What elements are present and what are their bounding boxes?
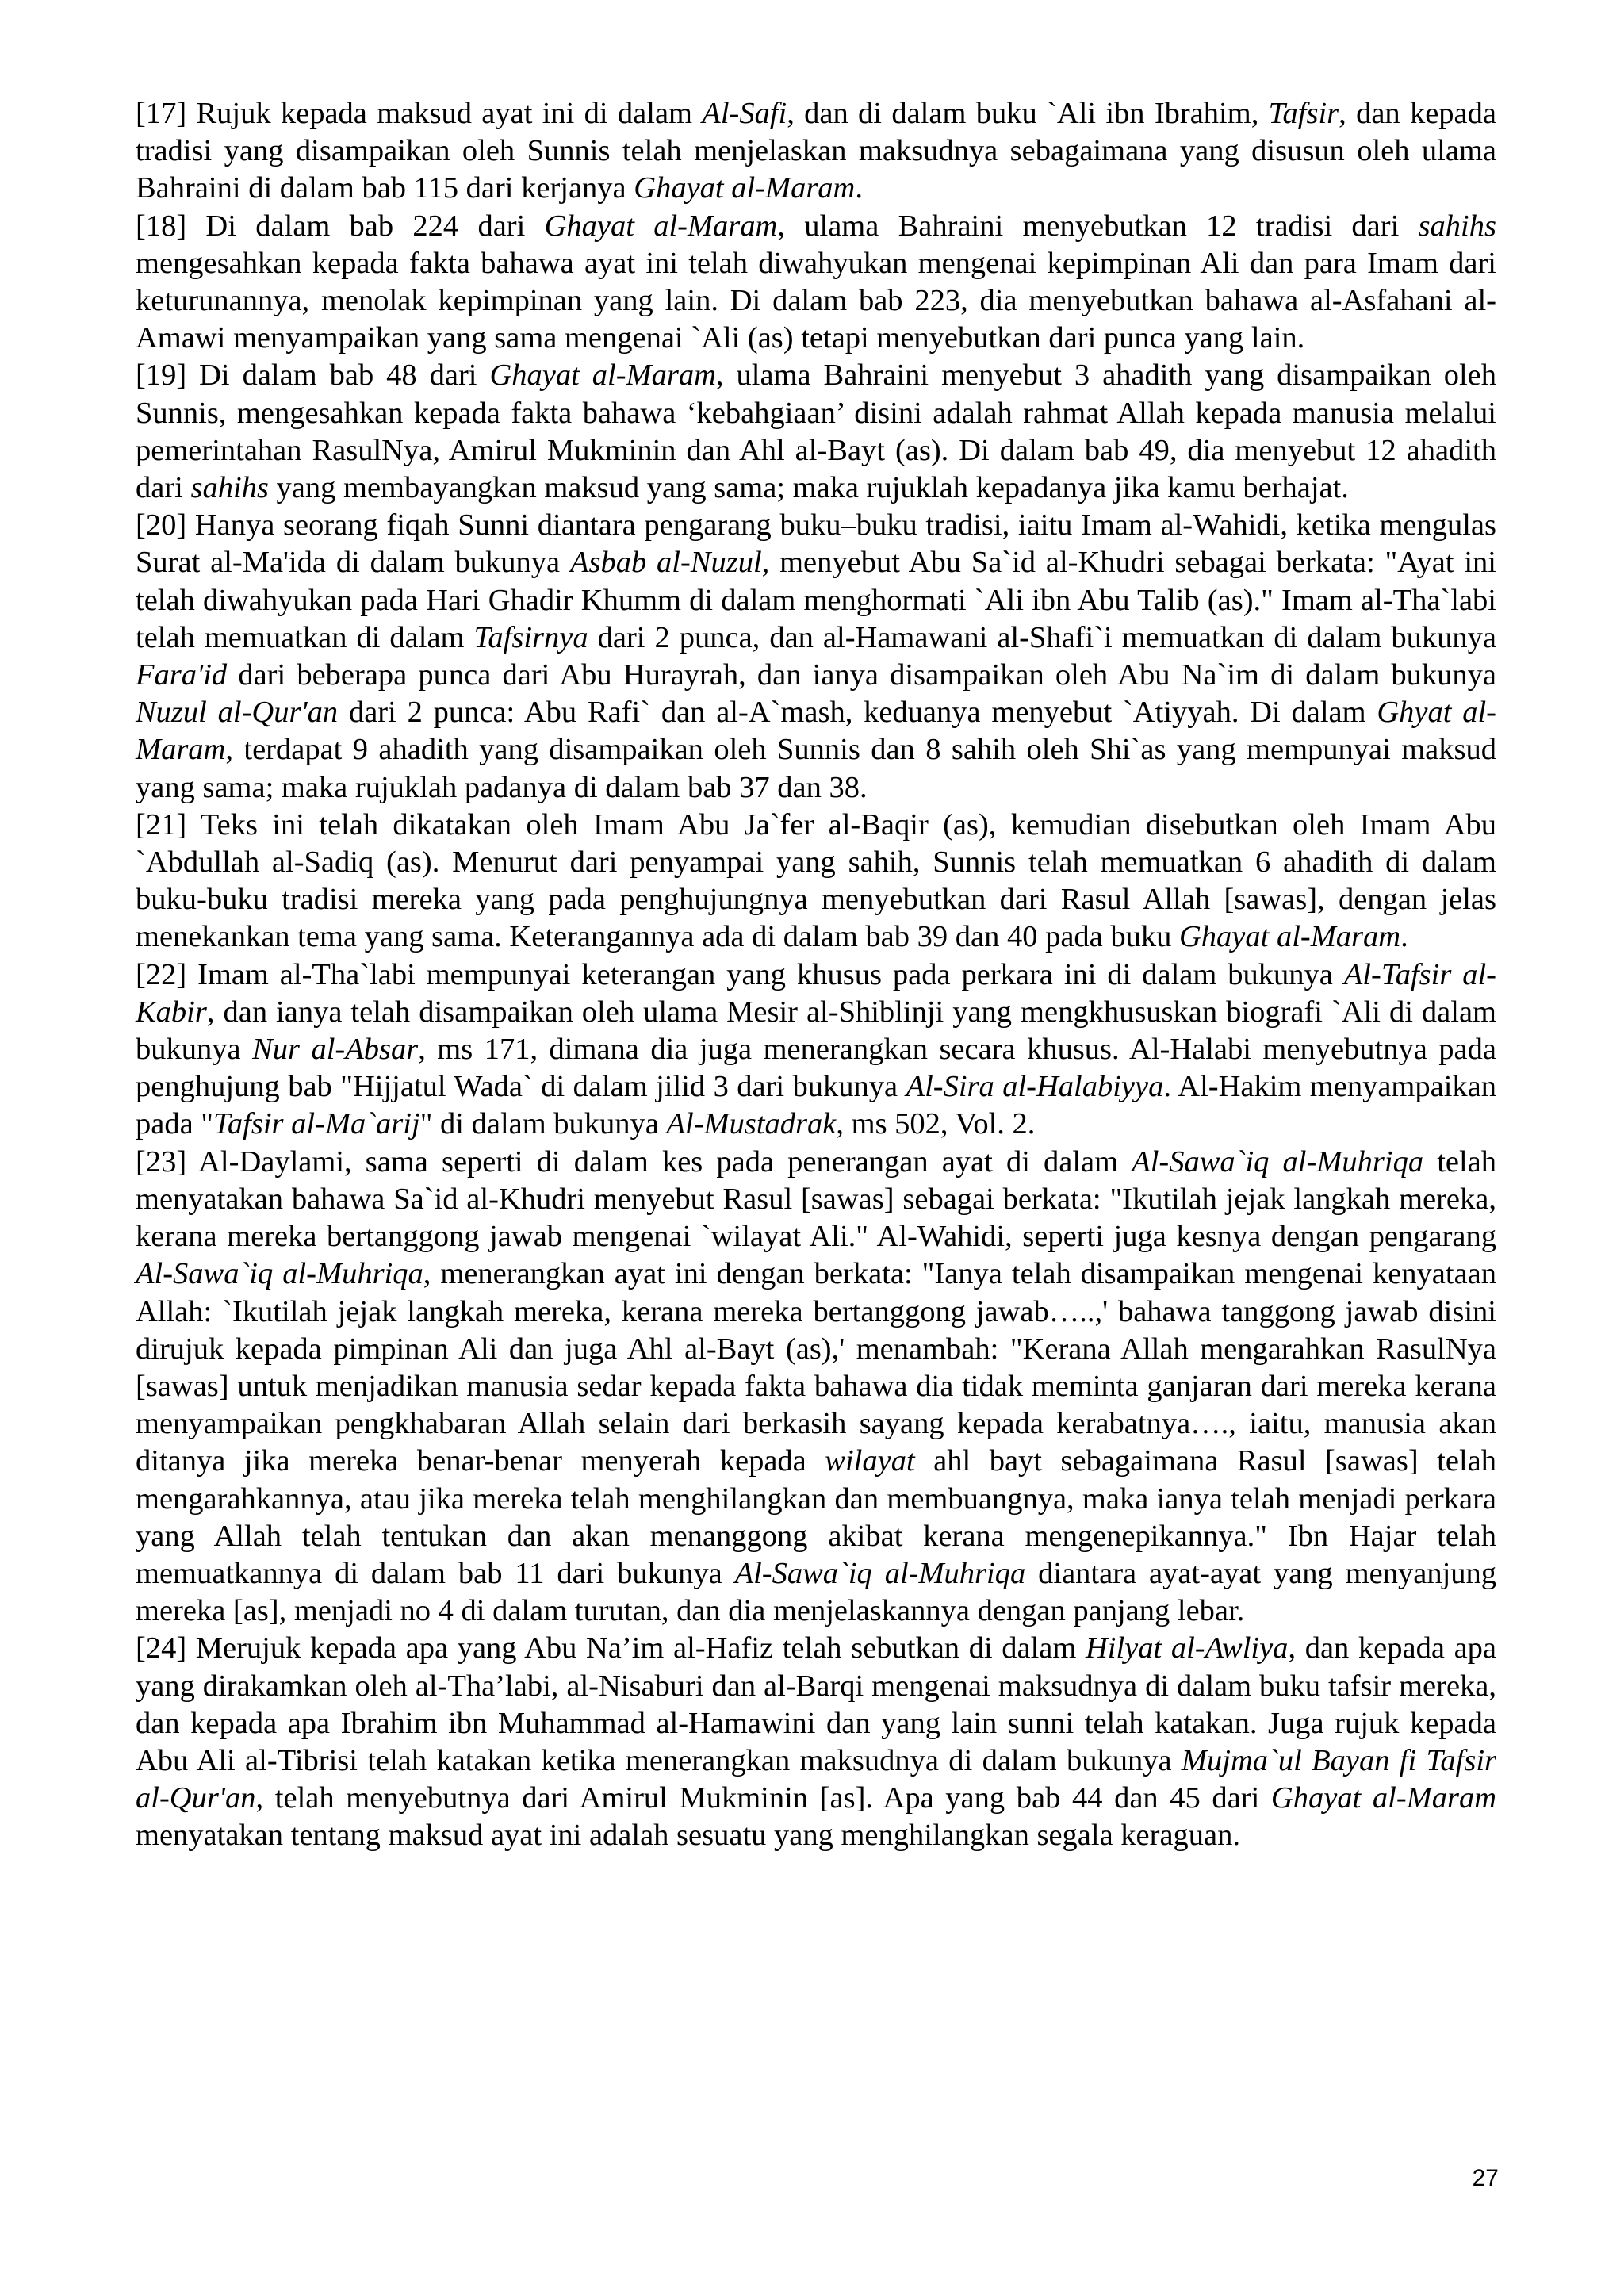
note-20 bbox=[136, 507, 1496, 807]
note-text: , telah menyebutnya dari Amirul Mukminin [as]. Apa yang bab 44 dan 45 dari bbox=[255, 1781, 1271, 1815]
note-text: , dan ianya telah disampaikan oleh ulama Mesir al-Shiblinji yang mengkhususkan biografi `Ali di dalam bukunya bbox=[136, 995, 1496, 1067]
italic-title: Fara'id bbox=[136, 658, 228, 692]
italic-title: Tafsirnya bbox=[473, 620, 588, 654]
note-24 bbox=[136, 1630, 1496, 1854]
note-text: telah menyatakan bahawa Sa`id al-Khudri menyebut Rasul [sawas] sebagai berkata: "Ikutilah jejak langkah mereka, kerana mereka bertanggong jawab mengenai `wilayat Ali." Al-Wahidi, seperti juga kesnya dengan pengarang bbox=[136, 1144, 1497, 1254]
note-21 bbox=[136, 807, 1496, 956]
italic-title: Hilyat al-Awliya bbox=[1085, 1631, 1289, 1665]
footnotes-body bbox=[136, 95, 1496, 1855]
note-text: [20] Hanya seorang fiqah Sunni diantara pengarang buku–buku tradisi, iaitu Imam al-Wahidi, ketika mengulas Surat al-Ma'ida di dalam bukunya bbox=[136, 508, 1496, 580]
note-text: mengesahkan kepada fakta bahawa ayat ini telah diwahyukan mengenai kepimpinan Ali dan para Imam dari keturunannya, menolak kepimpinan yang lain. Di dalam bab 223, dia menyebutkan bahawa al-Asfahani al-Amawi menyampaikan yang sama mengenai `Ali (as) tetapi menyebutkan dari punca yang lain. bbox=[136, 246, 1496, 355]
italic-title: Ghayat al-Maram bbox=[489, 358, 716, 393]
note-text: [21] Teks ini telah dikatakan oleh Imam Abu Ja`fer al-Baqir (as), kemudian disebutkan oleh Imam Abu `Abdullah al-Sadiq (as). Menurut dari penyampai yang sahih, Sunnis telah memuatkan 6 ahadith di dalam buku-buku tradisi mereka yang pada penghujungnya menyebutkan dari Rasul Allah [sawas], dengan jelas menekankan tema yang sama. Keterangannya ada di dalam bab 39 dan 40 pada buku bbox=[136, 807, 1496, 954]
note-text: , dan kepada apa yang dirakamkan oleh al-Tha’labi, al-Nisaburi dan al-Barqi mengenai maksudnya di dalam buku tafsir mereka, dan kepada apa Ibrahim ibn Muhammad al-Hamawini dan yang lain sunni telah katakan. Juga rujuk kepada Abu Ali al-Tibrisi telah katakan ketika menerangkan maksudnya di dalam bukunya bbox=[136, 1631, 1497, 1777]
note-text: . bbox=[855, 171, 863, 205]
note-text: , menyebut Abu Sa`id al-Khudri sebagai berkata: "Ayat ini telah diwahyukan pada Hari Ghadir Khumm di dalam menghormati `Ali ibn Abu Talib (as)." Imam al-Tha`labi telah memuatkan di dalam bbox=[136, 546, 1496, 654]
note-text: , menerangkan ayat ini dengan berkata: "Ianya telah disampaikan mengenai kenyataan Allah: `Ikutilah jejak langkah mereka, kerana mereka bertanggong jawab…..,' bahawa tanggong jawab disini dirujuk kepada pimpinan Ali dan juga Ahl al-Bayt (as),' menambah: "Kerana Allah mengarahkan RasulNya [sawas] untuk menjadikan manusia sedar kepada fakta bahawa dia tidak meminta ganjaran dari mereka kerana menyampaikan pengkhabaran Allah selain dari berkasih sayang kepada kerabatnya…., iaitu, manusia akan ditanya jika mereka benar-benar menyerah kepada bbox=[136, 1257, 1496, 1478]
italic-title: Al-Mustadrak bbox=[666, 1107, 837, 1141]
note-19 bbox=[136, 357, 1496, 507]
note-text: [22] Imam al-Tha`labi mempunyai keterangan yang khusus pada perkara ini di dalam bukunya bbox=[136, 957, 1344, 991]
italic-title: Ghayat al-Maram bbox=[1179, 920, 1401, 954]
note-text: dari beberapa punca dari Abu Hurayrah, dan ianya disampaikan oleh Abu Na`im di dalam bukunya bbox=[227, 658, 1496, 692]
note-text: diantara ayat-ayat yang menyanjung mereka [as], menjadi no 4 di dalam turutan, dan dia menjelaskannya dengan panjang lebar. bbox=[136, 1556, 1497, 1628]
note-23 bbox=[136, 1144, 1496, 1631]
note-text: " di dalam bukunya bbox=[419, 1107, 667, 1141]
italic-title: Nur al-Absar bbox=[252, 1033, 419, 1067]
note-text: yang membayangkan maksud yang sama; maka rujuklah kepadanya jika kamu berhajat. bbox=[268, 471, 1349, 505]
note-text: [18] Di dalam bab 224 dari bbox=[136, 209, 545, 243]
note-22 bbox=[136, 956, 1496, 1144]
note-text: . Al-Hakim menyampaikan pada " bbox=[136, 1070, 1496, 1141]
note-text: [17] Rujuk kepada maksud ayat ini di dalam bbox=[136, 97, 703, 130]
note-text: [23] Al-Daylami, sama seperti di dalam kes pada penerangan ayat di dalam bbox=[136, 1144, 1132, 1179]
italic-title: Mujma`ul Bayan fi Tafsir al-Qur'an bbox=[136, 1743, 1497, 1815]
note-text: menyatakan tentang maksud ayat ini adalah sesuatu yang menghilangkan segala keraguan. bbox=[136, 1819, 1240, 1853]
note-text: dari 2 punca: Abu Rafi` dan al-A`mash, keduanya menyebut `Atiyyah. Di dalam bbox=[338, 696, 1377, 730]
note-text: , ulama Bahraini menyebutkan 12 tradisi dari bbox=[777, 209, 1419, 243]
note-text: , dan di dalam buku `Ali ibn Ibrahim, bbox=[787, 97, 1269, 130]
italic-title: Al-Sira al-Halabiyya bbox=[906, 1070, 1164, 1104]
note-17 bbox=[136, 95, 1496, 208]
italic-title: Tafsir bbox=[1268, 97, 1339, 130]
italic-title: sahihs bbox=[190, 471, 269, 505]
note-text: [24] Merujuk kepada apa yang Abu Na’im al-Hafiz telah sebutkan di dalam bbox=[136, 1631, 1086, 1665]
note-text: , ulama Bahraini menyebut 3 ahadith yang disampaikan oleh Sunnis, mengesahkan kepada fakta bahawa ‘kebahgiaan’ disini adalah rahmat Allah kepada manusia melalui pemerintahan RasulNya, Amirul Mukminin dan Ahl al-Bayt (as). Di dalam bab 49, dia menyebut 12 ahadith dari bbox=[136, 358, 1497, 505]
italic-title: Al-Safi bbox=[702, 97, 787, 130]
note-text: dari 2 punca, dan al-Hamawani al-Shafi`i memuatkan di dalam bukunya bbox=[588, 620, 1496, 654]
italic-title: Ghayat al-Maram bbox=[634, 171, 856, 205]
italic-title: Nuzul al-Qur'an bbox=[136, 696, 339, 730]
italic-title: Ghyat al-Maram bbox=[136, 696, 1496, 767]
note-text: , terdapat 9 ahadith yang disampaikan oleh Sunnis dan 8 sahih oleh Shi`as yang mempunyai maksud yang sama; maka rujuklah padanya di dalam bab 37 dan 38. bbox=[136, 733, 1496, 804]
italic-title: Al-Sawa`iq al-Muhriqa bbox=[734, 1556, 1026, 1590]
italic-title: Al-Sawa`iq al-Muhriqa bbox=[1132, 1144, 1424, 1179]
italic-title: Ghayat al-Maram bbox=[1270, 1781, 1496, 1815]
note-text: , ms 171, dimana dia juga menerangkan secara khusus. Al-Halabi menyebutnya pada penghujung bab "Hijjatul Wada` di dalam jilid 3 dari bukunya bbox=[136, 1033, 1496, 1104]
note-18 bbox=[136, 208, 1496, 358]
note-text: , dan kepada tradisi yang disampaikan oleh Sunnis telah menjelaskan maksudnya sebagaimana yang disusun oleh ulama Bahraini di dalam bab 115 dari kerjanya bbox=[136, 97, 1496, 205]
note-text: ahl bayt sebagaimana Rasul [sawas] telah mengarahkannya, atau jika mereka telah menghilangkan dan membuangnya, maka ianya telah menjadi perkara yang Allah telah tentukan dan akan menanggong akibat kerana mengenepikannya." Ibn Hajar telah memuatkannya di dalam bab 11 dari bukunya bbox=[136, 1444, 1496, 1590]
italic-title: Al-Tafsir al-Kabir bbox=[136, 957, 1496, 1029]
note-text: , ms 502, Vol. 2. bbox=[836, 1107, 1036, 1141]
italic-title: Tafsir al-Ma`arij bbox=[213, 1107, 420, 1141]
italic-title: wilayat bbox=[825, 1444, 915, 1478]
italic-title: Ghayat al-Maram bbox=[544, 209, 778, 243]
italic-title: sahihs bbox=[1418, 209, 1496, 243]
note-text: [19] Di dalam bab 48 dari bbox=[136, 358, 490, 393]
italic-title: Al-Sawa`iq al-Muhriqa bbox=[136, 1257, 423, 1291]
italic-title: Asbab al-Nuzul bbox=[569, 546, 762, 580]
page-number: 27 bbox=[1472, 2165, 1499, 2191]
note-text: . bbox=[1400, 920, 1408, 954]
